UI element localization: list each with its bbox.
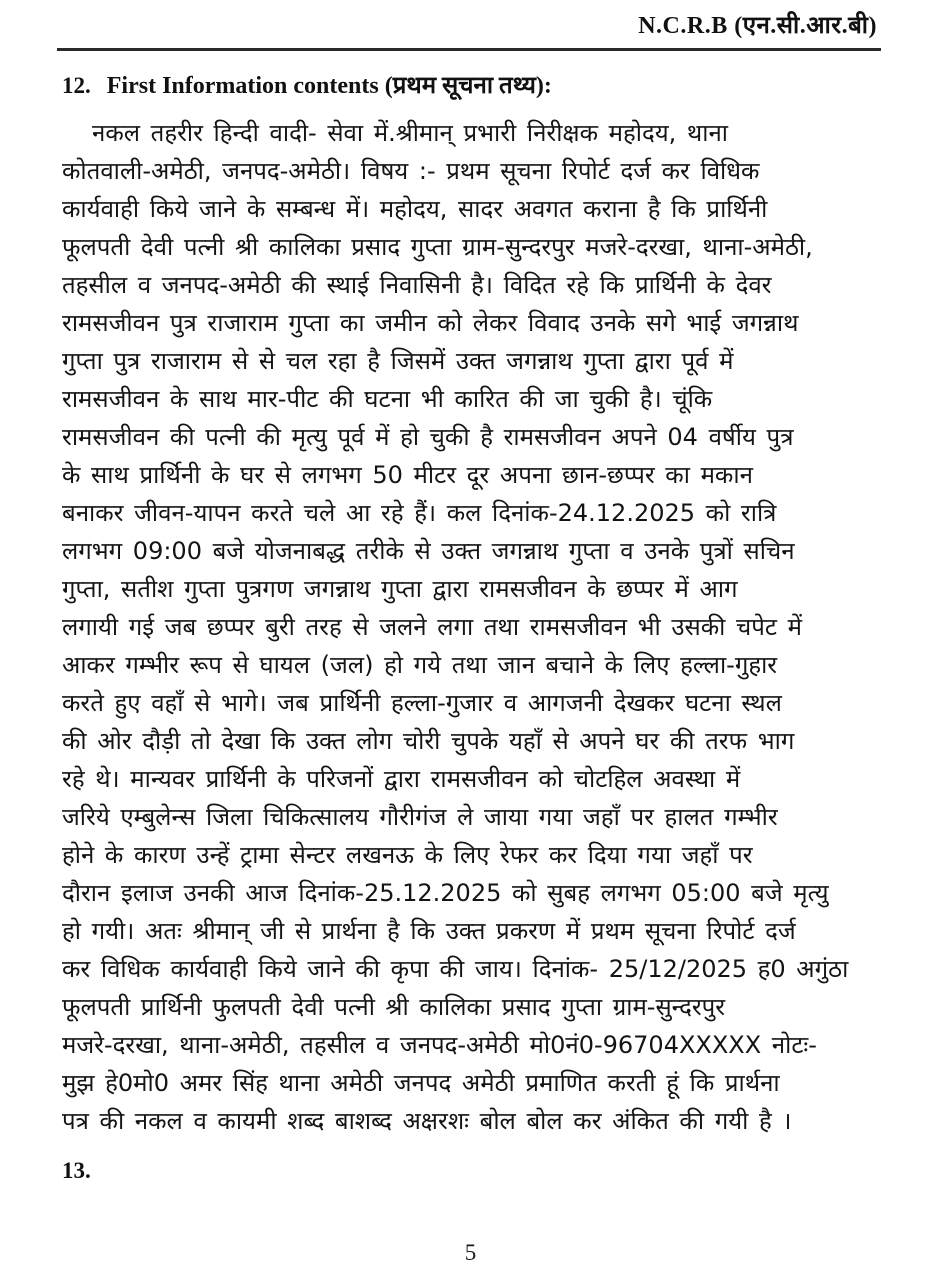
fir-line: फूलपती देवी पत्नी श्री कालिका प्रसाद गुप्ता ग्राम-सुन्दरपुर मजरे-दरखा, थाना-अमेठी, xyxy=(62,233,813,261)
fir-line: की ओर दौड़ी तो देखा कि उक्त लोग चोरी चुपके यहाँ से अपने घर की तरफ भाग xyxy=(62,727,795,755)
section-12-number: 12. xyxy=(62,73,91,98)
fir-line: नकल तहरीर हिन्दी वादी- सेवा में.श्रीमान् प्रभारी निरीक्षक महोदय, थाना xyxy=(92,119,729,147)
fir-line: रामसजीवन की पत्नी की मृत्यु पूर्व में हो चुकी है रामसजीवन अपने 04 वर्षीय पुत्र xyxy=(62,423,794,451)
fir-line: हो गयी। अतः श्रीमान् जी से प्रार्थना है कि उक्त प्रकरण में प्रथम सूचना रिपोर्ट दर्ज xyxy=(62,917,796,945)
page-header-org-title: N.C.R.B (एन.सी.आर.बी) xyxy=(638,13,877,39)
header-divider-rule xyxy=(57,48,881,51)
fir-line: पत्र की नकल व कायमी शब्द बाशब्द अक्षरशः बोल बोल कर अंकित की गयी है । xyxy=(62,1107,792,1135)
fir-line: रामसजीवन के साथ मार-पीट की घटना भी कारित की जा चुकी है। चूंकि xyxy=(62,385,713,413)
fir-line: लगभग 09:00 बजे योजनाबद्ध तरीके से उक्त जगन्नाथ गुप्ता व उनके पुत्रों सचिन xyxy=(62,537,795,565)
page-number: 5 xyxy=(464,1240,477,1265)
fir-line: गुप्ता, सतीश गुप्ता पुत्रगण जगन्नाथ गुप्ता द्वारा रामसजीवन के छप्पर में आग xyxy=(62,575,738,603)
fir-line: मजरे-दरखा, थाना-अमेठी, तहसील व जनपद-अमेठी मो0नं0-96704XXXXX नोटः- xyxy=(62,1031,817,1059)
fir-line: के साथ प्रार्थिनी के घर से लगभग 50 मीटर दूर अपना छान-छप्पर का मकान xyxy=(62,461,753,489)
section-12-heading xyxy=(62,68,552,101)
fir-line: रहे थे। मान्यवर प्रार्थिनी के परिजनों द्वारा रामसजीवन को चोटहिल अवस्था में xyxy=(62,765,741,793)
fir-line: गुप्ता पुत्र राजाराम से से चल रहा है जिसमें उक्त जगन्नाथ गुप्ता द्वारा पूर्व में xyxy=(62,347,734,375)
fir-line: जरिये एम्बुलेन्स जिला चिकित्सालय गौरीगंज ले जाया गया जहाँ पर हालत गम्भीर xyxy=(62,803,778,831)
fir-line: दौरान इलाज उनकी आज दिनांक-25.12.2025 को सुबह लगभग 05:00 बजे मृत्यु xyxy=(62,879,829,907)
fir-line: करते हुए वहाँ से भागे। जब प्रार्थिनी हल्ला-गुजार व आगजनी देखकर घटना स्थल xyxy=(62,689,782,717)
fir-line: होने के कारण उन्हें ट्रामा सेन्टर लखनऊ के लिए रेफर कर दिया गया जहाँ पर xyxy=(62,841,753,869)
fir-line: कार्यवाही किये जाने के सम्बन्ध में। महोदय, सादर अवगत कराना है कि प्रार्थिनी xyxy=(62,195,768,223)
section-12-title: First Information contents (प्रथम सूचना तथ्य): xyxy=(106,73,552,99)
fir-line: फूलपती प्रार्थिनी फुलपती देवी पत्नी श्री कालिका प्रसाद गुप्ता ग्राम-सुन्दरपुर xyxy=(62,993,726,1021)
fir-line: बनाकर जीवन-यापन करते चले आ रहे हैं। कल दिनांक-24.12.2025 को रात्रि xyxy=(62,499,777,527)
fir-line: तहसील व जनपद-अमेठी की स्थाई निवासिनी है। विदित रहे कि प्रार्थिनी के देवर xyxy=(62,271,772,299)
fir-line: मुझ हे0मो0 अमर सिंह थाना अमेठी जनपद अमेठी प्रमाणित करती हूं कि प्रार्थना xyxy=(62,1069,780,1097)
section-13-number: 13. xyxy=(62,1158,91,1183)
fir-contents-paragraph xyxy=(62,114,884,1140)
fir-line: आकर गम्भीर रूप से घायल (जल) हो गये तथा जान बचाने के लिए हल्ला-गुहार xyxy=(62,651,778,679)
fir-line: कोतवाली-अमेठी, जनपद-अमेठी। विषय :- प्रथम सूचना रिपोर्ट दर्ज कर विधिक xyxy=(62,157,760,185)
fir-line: रामसजीवन पुत्र राजाराम गुप्ता का जमीन को लेकर विवाद उनके सगे भाई जगन्नाथ xyxy=(62,309,799,337)
fir-line: लगायी गई जब छप्पर बुरी तरह से जलने लगा तथा रामसजीवन भी उसकी चपेट में xyxy=(62,613,802,641)
fir-line: कर विधिक कार्यवाही किये जाने की कृपा की जाय। दिनांक- 25/12/2025 ह0 अगुंठा xyxy=(62,955,849,983)
